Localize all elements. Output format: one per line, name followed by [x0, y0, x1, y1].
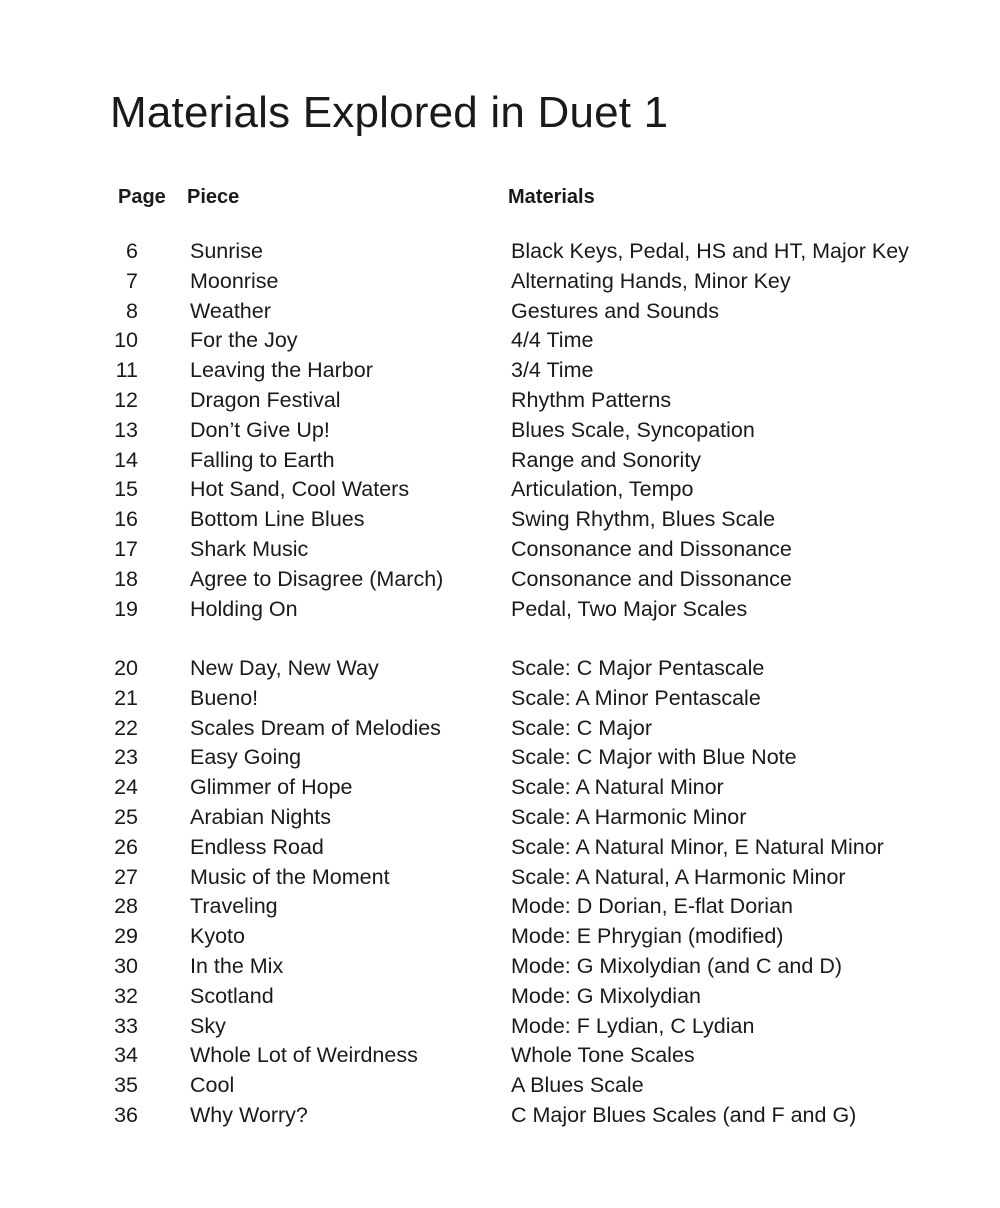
piece-title: Bueno!	[190, 685, 259, 710]
table-row	[0, 267, 1000, 297]
table-row	[0, 684, 1000, 714]
page-number: 35	[114, 1073, 138, 1098]
materials-text: 4/4 Time	[511, 328, 594, 353]
materials-text: Scale: C Major with Blue Note	[511, 745, 797, 770]
materials-text: Mode: D Dorian, E-flat Dorian	[511, 894, 793, 919]
table-row	[0, 1101, 1000, 1131]
materials-text: Range and Sonority	[511, 447, 702, 472]
page-number: 25	[114, 804, 138, 829]
piece-title: Traveling	[190, 894, 278, 919]
table-row	[0, 654, 1000, 684]
piece-title: Bottom Line Blues	[190, 507, 365, 532]
materials-text: Alternating Hands, Minor Key	[511, 268, 791, 293]
materials-text: Articulation, Tempo	[511, 477, 694, 502]
materials-text: Whole Tone Scales	[511, 1043, 695, 1068]
page-number: 32	[114, 983, 138, 1008]
page-number: 23	[114, 745, 138, 770]
page-number: 27	[114, 864, 138, 889]
piece-title: Falling to Earth	[190, 447, 335, 472]
table-row	[0, 595, 1000, 625]
table-row	[0, 565, 1000, 595]
piece-title: Scales Dream of Melodies	[190, 715, 441, 740]
piece-title: Why Worry?	[190, 1102, 308, 1127]
table-row	[0, 773, 1000, 803]
materials-text: 3/4 Time	[511, 358, 594, 383]
piece-title: Agree to Disagree (March)	[190, 566, 444, 591]
table-row	[0, 356, 1000, 386]
table-row	[0, 237, 1000, 267]
materials-text: Mode: G Mixolydian (and C and D)	[511, 953, 843, 978]
table-row	[0, 1071, 1000, 1101]
page-number: 13	[114, 417, 138, 442]
piece-title: Sunrise	[190, 239, 263, 263]
materials-text: Mode: G Mixolydian	[511, 983, 701, 1008]
table-row	[0, 297, 1000, 327]
column-header-materials: Materials	[508, 186, 595, 208]
piece-title: Glimmer of Hope	[190, 775, 353, 800]
page-number: 30	[114, 953, 138, 978]
materials-text: Scale: A Minor Pentascale	[511, 685, 761, 710]
page-number: 6	[126, 239, 138, 263]
page-number: 36	[114, 1102, 138, 1127]
piece-title: Arabian Nights	[190, 804, 332, 829]
table-row	[0, 446, 1000, 476]
table-row	[0, 535, 1000, 565]
column-header-page: Page	[118, 186, 166, 208]
table-row	[0, 863, 1000, 893]
table-row	[0, 892, 1000, 922]
table-row	[0, 982, 1000, 1012]
piece-title: For the Joy	[190, 328, 298, 353]
page-number: 26	[114, 834, 138, 859]
materials-text: Scale: A Natural Minor	[511, 775, 724, 800]
table-row	[0, 714, 1000, 744]
page-number: 14	[114, 447, 138, 472]
materials-text: Consonance and Dissonance	[511, 566, 792, 591]
page-number: 10	[114, 328, 138, 353]
table-row	[0, 416, 1000, 446]
materials-text: Scale: C Major	[511, 715, 652, 740]
page-number: 19	[114, 596, 138, 621]
table-row	[0, 386, 1000, 416]
page-number: 7	[126, 268, 138, 293]
materials-text: Consonance and Dissonance	[511, 536, 792, 561]
piece-title: Holding On	[190, 596, 298, 621]
table-row	[0, 505, 1000, 535]
page-number: 24	[114, 775, 138, 800]
table-row	[0, 833, 1000, 863]
piece-title: Kyoto	[190, 924, 245, 949]
page-number: 18	[114, 566, 138, 591]
table-row	[0, 475, 1000, 505]
page-number: 15	[114, 477, 138, 502]
materials-text: Black Keys, Pedal, HS and HT, Major Key	[511, 239, 909, 263]
page-number: 33	[114, 1013, 138, 1038]
table-row	[0, 803, 1000, 833]
piece-title: In the Mix	[190, 953, 284, 978]
materials-text: Mode: E Phrygian (modified)	[511, 924, 784, 949]
piece-title: Sky	[190, 1013, 226, 1038]
page-number: 22	[114, 715, 138, 740]
materials-text: Rhythm Patterns	[511, 387, 672, 412]
materials-text: Gestures and Sounds	[511, 298, 719, 323]
piece-title: Leaving the Harbor	[190, 358, 373, 383]
table-row	[0, 952, 1000, 982]
page-title: Materials Explored in Duet 1	[110, 88, 669, 137]
page-number: 20	[114, 656, 138, 680]
page-number: 28	[114, 894, 138, 919]
table-row	[0, 1012, 1000, 1042]
piece-title: Music of the Moment	[190, 864, 390, 889]
table-row	[0, 326, 1000, 356]
materials-text: Scale: C Major Pentascale	[511, 656, 765, 680]
page-number: 34	[114, 1043, 138, 1068]
piece-title: Weather	[190, 298, 271, 323]
materials-text: A Blues Scale	[511, 1073, 644, 1098]
table-row	[0, 922, 1000, 952]
page-number: 16	[114, 507, 138, 532]
materials-text: Scale: A Harmonic Minor	[511, 804, 747, 829]
toc-section-2	[0, 654, 1000, 1131]
materials-text: Pedal, Two Major Scales	[511, 596, 748, 621]
materials-text: Mode: F Lydian, C Lydian	[511, 1013, 755, 1038]
page-number: 21	[114, 685, 138, 710]
piece-title: Don’t Give Up!	[190, 417, 330, 442]
toc-section-1	[0, 237, 1000, 624]
materials-text: Scale: A Natural, A Harmonic Minor	[511, 864, 846, 889]
materials-text: Blues Scale, Syncopation	[511, 417, 755, 442]
piece-title: Shark Music	[190, 536, 309, 561]
materials-text: Scale: A Natural Minor, E Natural Minor	[511, 834, 884, 859]
table-header	[0, 186, 1000, 212]
table-row	[0, 743, 1000, 773]
page-number: 11	[115, 358, 138, 383]
piece-title: Cool	[190, 1073, 235, 1098]
page-number: 17	[114, 536, 138, 561]
page-number: 29	[114, 924, 138, 949]
table-row	[0, 1041, 1000, 1071]
piece-title: Endless Road	[190, 834, 324, 859]
piece-title: New Day, New Way	[190, 656, 379, 680]
page-number: 8	[126, 298, 138, 323]
materials-text: C Major Blues Scales (and F and G)	[511, 1102, 857, 1127]
column-header-piece: Piece	[187, 186, 240, 208]
materials-text: Swing Rhythm, Blues Scale	[511, 507, 776, 532]
page-number: 12	[114, 387, 138, 412]
piece-title: Moonrise	[190, 268, 279, 293]
piece-title: Easy Going	[190, 745, 302, 770]
piece-title: Dragon Festival	[190, 387, 341, 412]
piece-title: Scotland	[190, 983, 274, 1008]
piece-title: Whole Lot of Weirdness	[190, 1043, 418, 1068]
piece-title: Hot Sand, Cool Waters	[190, 477, 410, 502]
